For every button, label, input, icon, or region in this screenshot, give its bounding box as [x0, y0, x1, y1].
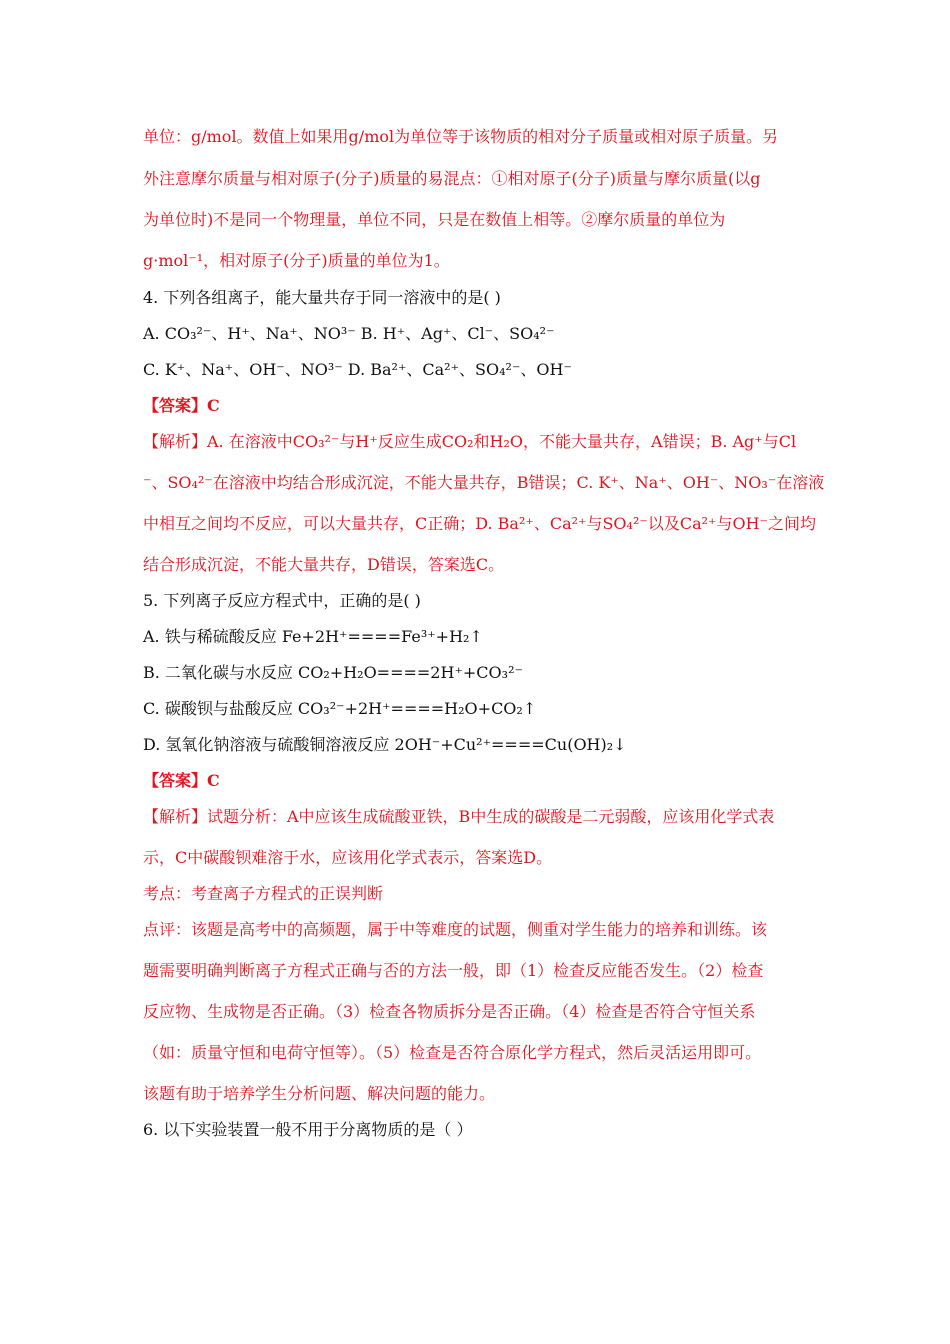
analysis-line: 中相互之间均不反应，可以大量共存，C正确；D. Ba²⁺、Ca²⁺与SO₄²⁻以及Ca²⁺与OH⁻之间均 — [143, 514, 816, 533]
option-line: B. 二氧化碳与水反应 CO₂+H₂O====2H⁺+CO₃²⁻ — [143, 663, 523, 682]
analysis-line: ⁻、SO₄²⁻在溶液中均结合形成沉淀，不能大量共存，B错误；C. K⁺、Na⁺、OH⁻、NO₃⁻在溶液 — [143, 473, 825, 492]
comment-line: 点评：该题是高考中的高频题，属于中等难度的试题，侧重对学生能力的培养和训练。该 — [143, 920, 768, 939]
question-5: 5. 下列离子反应方程式中，正确的是( ) — [143, 591, 421, 610]
question-6: 6. 以下实验装置一般不用于分离物质的是（ ） — [143, 1120, 473, 1139]
question-4: 4. 下列各组离子，能大量共存于同一溶液中的是( ) — [143, 288, 501, 307]
analysis-line: 结合形成沉淀，不能大量共存，D错误，答案选C。 — [143, 555, 505, 574]
kaodian-line: 考点：考查离子方程式的正误判断 — [143, 884, 384, 903]
comment-line: 该题有助于培养学生分析问题、解决问题的能力。 — [143, 1084, 496, 1103]
option-line: C. K⁺、Na⁺、OH⁻、NO³⁻ D. Ba²⁺、Ca²⁺、SO₄²⁻、OH⁻ — [143, 360, 572, 379]
analysis-line: 【解析】A. 在溶液中CO₃²⁻与H⁺反应生成CO₂和H₂O，不能大量共存，A错误；B. Ag⁺与Cl — [143, 432, 797, 451]
option-line: A. CO₃²⁻、H⁺、Na⁺、NO³⁻ B. H⁺、Ag⁺、Cl⁻、SO₄²⁻ — [143, 324, 555, 343]
option-line: A. 铁与稀硫酸反应 Fe+2H⁺====Fe³⁺+H₂↑ — [143, 627, 483, 646]
option-line: D. 氢氧化钠溶液与硫酸铜溶液反应 2OH⁻+Cu²⁺====Cu(OH)₂↓ — [143, 735, 627, 754]
answer-label: 【答案】C — [143, 396, 220, 415]
analysis-line: 【解析】试题分析：A中应该生成硫酸亚铁，B中生成的碳酸是二元弱酸，应该用化学式表 — [143, 807, 775, 826]
answer-label: 【答案】C — [143, 771, 220, 790]
analysis-line: 示，C中碳酸钡难溶于水，应该用化学式表示，答案选D。 — [143, 848, 553, 867]
text-line: 单位：g/mol。数值上如果用g/mol为单位等于该物质的相对分子质量或相对原子质量。另 — [143, 127, 779, 146]
comment-line: 反应物、生成物是否正确。（3）检查各物质拆分是否正确。（4）检查是否符合守恒关系 — [143, 1002, 756, 1021]
text-line: 为单位时)不是同一个物理量，单位不同，只是在数值上相等。②摩尔质量的单位为 — [143, 210, 726, 229]
text-line: 外注意摩尔质量与相对原子(分子)质量的易混点：①相对原子(分子)质量与摩尔质量(以g — [143, 169, 761, 188]
text-line: g·mol⁻¹，相对原子(分子)质量的单位为1。 — [143, 251, 450, 270]
comment-line: （如：质量守恒和电荷守恒等）。（5）检查是否符合原化学方程式，然后灵活运用即可。 — [143, 1043, 762, 1062]
comment-line: 题需要明确判断离子方程式正确与否的方法一般，即（1）检查反应能否发生。（2）检查 — [143, 961, 764, 980]
option-line: C. 碳酸钡与盐酸反应 CO₃²⁻+2H⁺====H₂O+CO₂↑ — [143, 699, 537, 718]
